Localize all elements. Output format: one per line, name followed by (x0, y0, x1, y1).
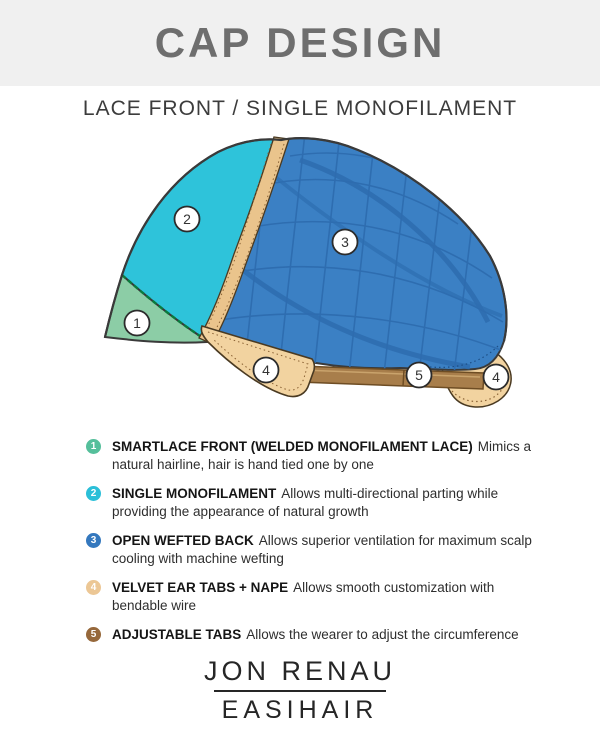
legend-description: Allows smooth customization with bendable wire (112, 580, 495, 613)
legend-description: Allows superior ventilation for maximum scalp cooling with machine wefting (112, 533, 532, 566)
legend-item-single-monofilament (86, 485, 536, 520)
cap-diagram (0, 126, 600, 426)
legend-badge-2: 2 (86, 486, 101, 501)
legend-badge-1: 1 (86, 439, 101, 454)
legend-text (112, 485, 536, 520)
svg-text:2: 2 (183, 211, 191, 227)
callout-1 (125, 311, 150, 336)
page-title: CAP DESIGN (154, 19, 446, 66)
legend-item-adjustable-tabs (86, 626, 536, 644)
cap-subtitle: LACE FRONT / SINGLE MONOFILAMENT (82, 97, 518, 120)
legend-text (112, 532, 536, 567)
svg-text:4: 4 (492, 369, 500, 385)
callout-4-right (484, 365, 509, 390)
callout-5 (407, 363, 432, 388)
callout-3 (333, 230, 358, 255)
legend-description: Mimics a natural hairline, hair is hand tied one by one (112, 439, 531, 472)
legend-label: OPEN WEFTED BACK (112, 533, 254, 548)
callout-2 (175, 207, 200, 232)
legend-item-smartlace-front (86, 438, 536, 473)
cap-illustration (0, 126, 600, 426)
legend-item-open-wefted-back (86, 532, 536, 567)
svg-text:3: 3 (341, 234, 349, 250)
legend-badge-3: 3 (86, 533, 101, 548)
svg-text:5: 5 (415, 367, 423, 383)
legend-text (112, 579, 536, 614)
header-banner (0, 0, 600, 86)
legend-badge-4: 4 (86, 580, 101, 595)
callout-4-left (254, 358, 279, 383)
legend (86, 438, 536, 644)
legend-label: VELVET EAR TABS + NAPE (112, 580, 289, 595)
legend-description: Allows the wearer to adjust the circumference (246, 627, 519, 642)
brand-jon-renau: JON RENAU (203, 655, 396, 686)
brand-divider-line (214, 690, 386, 692)
legend-description: Allows multi-directional parting while providing the appearance of natural growth (112, 486, 499, 519)
legend-label: SINGLE MONOFILAMENT (112, 486, 277, 501)
svg-text:1: 1 (133, 315, 141, 331)
brand-footer (0, 656, 600, 725)
legend-badge-5: 5 (86, 627, 101, 642)
legend-text (112, 438, 536, 473)
brand-easihair: EASIHAIR (221, 695, 379, 724)
svg-text:4: 4 (262, 362, 270, 378)
legend-label: ADJUSTABLE TABS (112, 627, 242, 642)
legend-text (112, 626, 536, 644)
legend-label: SMARTLACE FRONT (WELDED MONOFILAMENT LACE) (112, 439, 473, 454)
legend-item-velvet-ear-tabs (86, 579, 536, 614)
